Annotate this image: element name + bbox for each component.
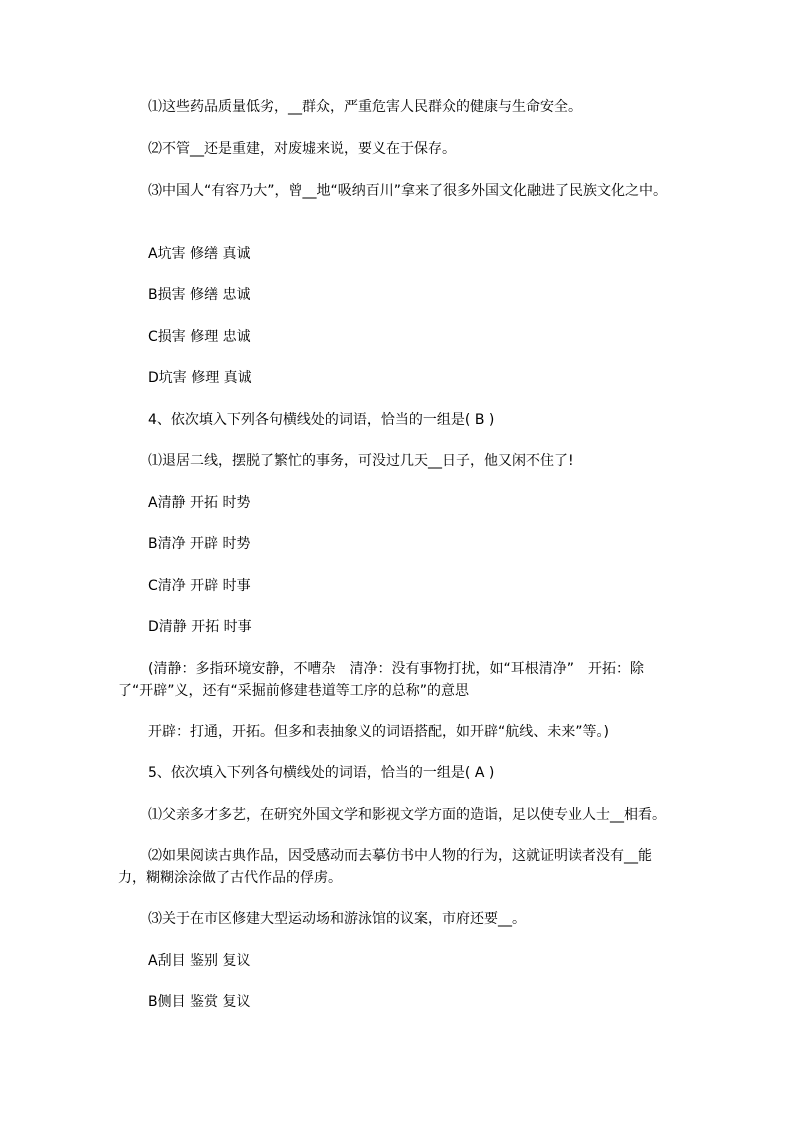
question-5-sentence-1: ⑴父亲多才多艺，在研究外国文学和影视文学方面的造诣，足以使专业人士__相看。 <box>148 807 666 823</box>
question-5: 5、依次填入下列各句横线处的词语，恰当的一组是( A ) <box>148 765 495 781</box>
option-a-1: A坑害 修缮 真诚 <box>148 246 251 262</box>
question-5-sentence-2: ⑵如果阅读古典作品，因受感动而去摹仿书中人物的行为，这就证明读者没有__能力，糊糊涂涂做了古代作品的俘虏。 <box>118 848 652 886</box>
option-c-1: C损害 修理 忠诚 <box>148 329 251 345</box>
question-4: 4、依次填入下列各句横线处的词语，恰当的一组是( B ) <box>148 412 495 428</box>
text-line-1: ⑴这些药品质量低劣，__群众，严重危害人民群众的健康与生命安全。 <box>148 99 582 115</box>
explanation-2: 开辟：打通，开拓。但多和表抽象义的词语搭配，如开辟“航线、未来”等。) <box>148 724 609 740</box>
option-a-2: A清静 开拓 时势 <box>148 495 251 511</box>
text-line-2: ⑵不管__还是重建，对废墟来说，要义在于保存。 <box>148 141 456 157</box>
option-b-3: B侧目 鉴赏 复议 <box>148 994 251 1010</box>
text-line-3: ⑶中国人“有容乃大”，曾__地“吸纳百川”拿来了很多外国文化融进了民族文化之中。 <box>148 183 668 199</box>
option-d-2: D清静 开拓 时事 <box>148 619 252 635</box>
explanation-1: (清静：多指环境安静，不嘈杂 清净：没有事物打扰，如“耳根清净” 开拓：除了“开辟”义，还有“采掘前修建巷道等工序的总称”的意思 <box>118 661 644 699</box>
option-a-3: A刮目 鉴别 复议 <box>148 953 251 969</box>
option-c-2: C清净 开辟 时事 <box>148 578 251 594</box>
option-b-2: B清净 开辟 时势 <box>148 536 251 552</box>
option-b-1: B损害 修缮 忠诚 <box>148 287 251 303</box>
option-d-1: D坑害 修理 真诚 <box>148 370 252 386</box>
question-5-sentence-3: ⑶关于在市区修建大型运动场和游泳馆的议案，市府还要__。 <box>148 911 526 927</box>
question-4-sentence-1: ⑴退居二线，摆脱了繁忙的事务，可没过几天__日子，他又闲不住了! <box>148 453 574 469</box>
